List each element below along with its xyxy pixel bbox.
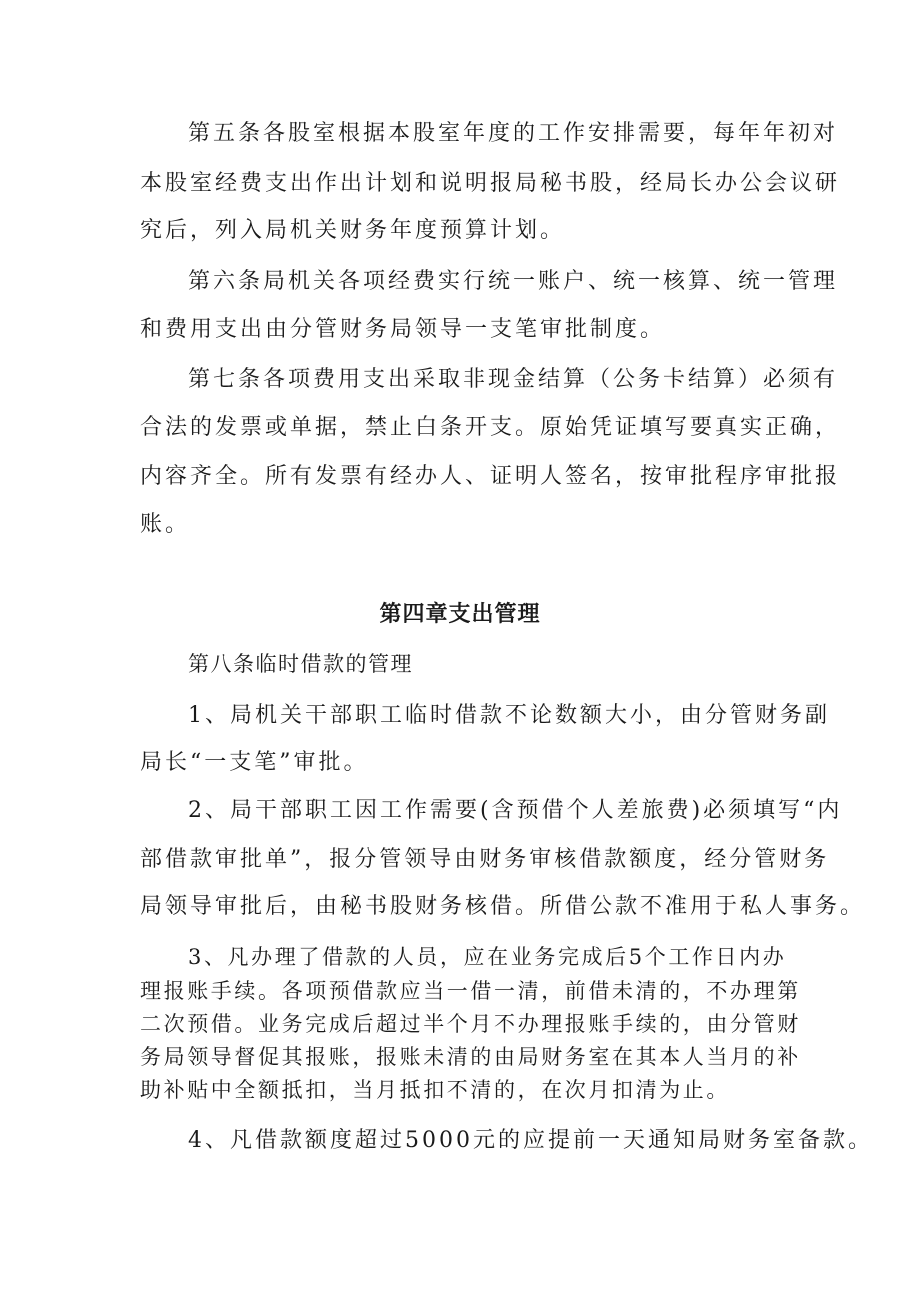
item-3-line-2: 理报账手续。各项预借款应当一借一清，前借未清的，不办理第 [140,979,801,1003]
article-6-line-2: 和费用支出由分管财务局领导一支笔审批制度。 [140,317,666,342]
article-5-line-1: 第五条各股室根据本股室年度的工作安排需要，每年年初对 [188,121,839,146]
item-1-line-2: 局长“一支笔”审批。 [140,750,369,775]
item-2-line-1: 2、局干部职工因工作需要(含预借个人差旅费)必须填写“内 [188,798,843,823]
chapter-title: 第四章支出管理 [379,602,541,627]
item-3-line-1: 3、凡办理了借款的人员，应在业务完成后5个工作日内办 [188,945,787,969]
article-8-title: 第八条临时借款的管理 [188,652,413,676]
article-5-line-2: 本股室经费支出作出计划和说明报局秘书股，经局长办公会议研 [140,171,841,196]
article-7-line-3: 内容齐全。所有发票有经办人、证明人签名，按审批程序审批报 [140,464,841,489]
article-5-line-3: 究后，列入局机关财务年度预算计划。 [140,218,566,243]
article-6-line-1: 第六条局机关各项经费实行统一账户、统一核算、统一管理 [188,269,839,294]
item-3-line-3: 二次预借。业务完成后超过半个月不办理报账手续的，由分管财 [140,1012,801,1036]
item-3-line-4: 务局领导督促其报账，报账未清的由局财务室在其本人当月的补 [140,1045,801,1069]
article-7-line-1: 第七条各项费用支出采取非现金结算（公务卡结算）必须有 [188,367,839,392]
item-2-line-2: 部借款审批单”，报分管领导由财务审核借款额度，经分管财务 [140,847,830,872]
article-7-line-2: 合法的发票或单据，禁止白条开支。原始凭证填写要真实正确， [140,415,841,440]
item-1-line-1: 1、局机关干部职工临时借款不论数额大小，由分管财务副 [188,703,830,728]
item-2-line-3: 局领导审批后，由秘书股财务核借。所借公款不准用于私人事务。 [140,894,866,919]
item-3-line-5: 助补贴中全额抵扣，当月抵扣不清的，在次月扣清为止。 [140,1078,730,1102]
item-4-line-1: 4、凡借款额度超过5000元的应提前一天通知局财务室备款。 [188,1128,873,1153]
article-7-line-4: 账。 [140,512,191,537]
